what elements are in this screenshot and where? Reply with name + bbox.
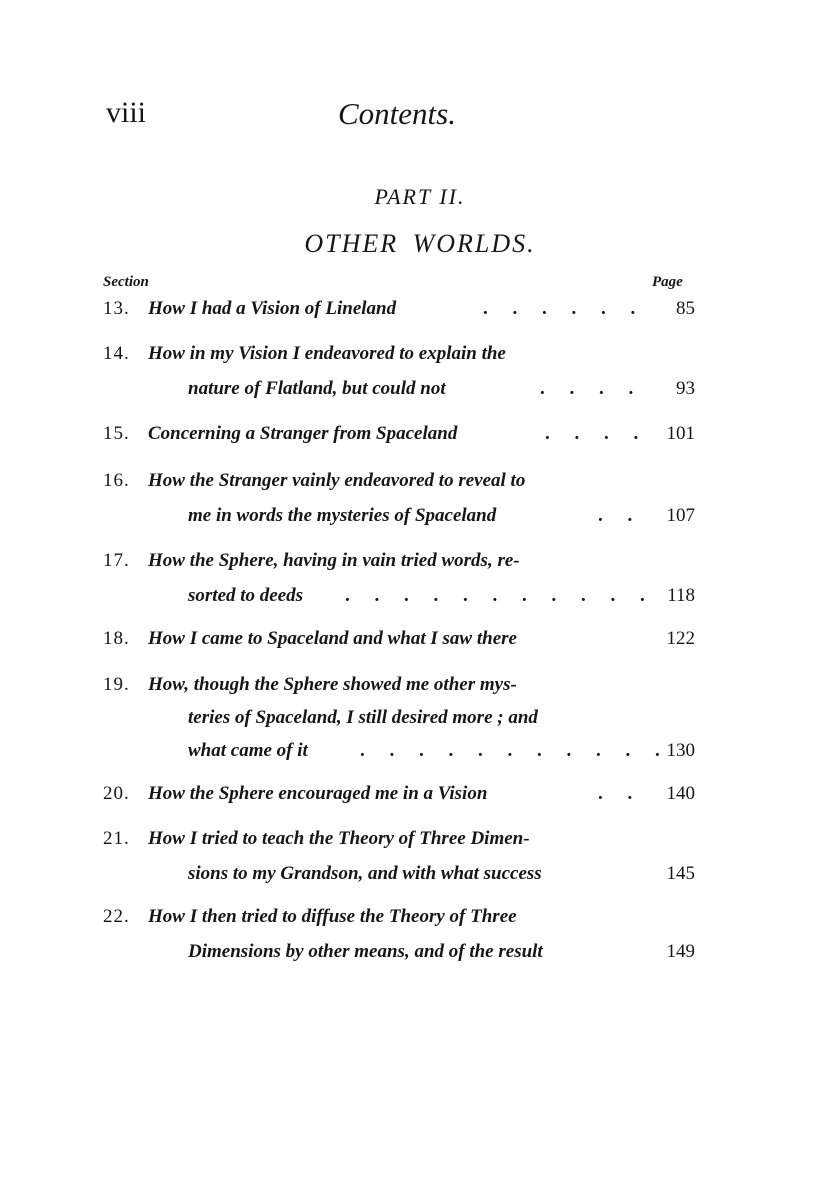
page-ref: 140 bbox=[666, 783, 695, 804]
page-ref: 85 bbox=[676, 298, 695, 319]
part-title: OTHER WORLDS. bbox=[304, 229, 536, 258]
entry-title-line: teries of Spaceland, I still desired more ; and bbox=[188, 707, 538, 728]
section-number: 16. bbox=[103, 470, 130, 491]
dot-leader: . . bbox=[598, 505, 643, 526]
page-ref: 145 bbox=[666, 863, 695, 884]
section-number: 15. bbox=[103, 423, 130, 444]
entry-title-line: what came of it bbox=[188, 740, 308, 761]
dot-leader: . . . . . . . . . . . bbox=[345, 585, 655, 606]
entry-title-line: How the Sphere encouraged me in a Vision bbox=[148, 783, 488, 804]
page-ref: 149 bbox=[666, 941, 695, 962]
page-ref: 93 bbox=[676, 378, 695, 399]
dot-leader: . . . . bbox=[545, 423, 649, 444]
entry-title-line: nature of Flatland, but could not bbox=[188, 378, 446, 399]
page-ref: 122 bbox=[666, 628, 695, 649]
page-ref: 101 bbox=[666, 423, 695, 444]
running-title: Contents. bbox=[338, 96, 456, 131]
page-ref: 130 bbox=[666, 740, 695, 761]
entry-title-line: How I had a Vision of Lineland bbox=[148, 298, 397, 319]
section-number: 17. bbox=[103, 550, 130, 571]
entry-title-line: Dimensions by other means, and of the result bbox=[188, 941, 543, 962]
entry-title-line: How I then tried to diffuse the Theory of Three bbox=[148, 906, 517, 927]
section-number: 22. bbox=[103, 906, 130, 927]
section-number: 18. bbox=[103, 628, 130, 649]
entry-title-line: How I came to Spaceland and what I saw there bbox=[148, 628, 517, 649]
section-number: 13. bbox=[103, 298, 130, 319]
entry-title-line: How I tried to teach the Theory of Three Dimen- bbox=[148, 828, 530, 849]
dot-leader: . . bbox=[598, 783, 643, 804]
entry-title-line: How in my Vision I endeavored to explain the bbox=[148, 343, 506, 364]
section-column-header: Section bbox=[103, 274, 149, 290]
entry-title-line: Concerning a Stranger from Spaceland bbox=[148, 423, 458, 444]
part-label: PART II. bbox=[374, 184, 466, 209]
entry-title-line: How, though the Sphere showed me other mys- bbox=[148, 674, 517, 695]
dot-leader: . . . . bbox=[540, 378, 644, 399]
page-column-header: Page bbox=[652, 274, 683, 290]
section-number: 19. bbox=[103, 674, 130, 695]
entry-title-line: sorted to deeds bbox=[188, 585, 304, 606]
page-ref: 118 bbox=[667, 585, 695, 606]
section-number: 21. bbox=[103, 828, 130, 849]
dot-leader: . . . . . . . . . . . bbox=[360, 740, 670, 761]
page-number: viii bbox=[106, 96, 147, 129]
section-number: 14. bbox=[103, 343, 130, 364]
page-ref: 107 bbox=[666, 505, 695, 526]
entry-title-line: me in words the mysteries of Spaceland bbox=[188, 505, 497, 526]
entry-title-line: How the Stranger vainly endeavored to reveal to bbox=[148, 470, 526, 491]
section-number: 20. bbox=[103, 783, 130, 804]
entry-title-line: How the Sphere, having in vain tried words, re- bbox=[148, 550, 520, 571]
entry-title-line: sions to my Grandson, and with what success bbox=[188, 863, 542, 884]
dot-leader: . . . . . . bbox=[483, 298, 646, 319]
